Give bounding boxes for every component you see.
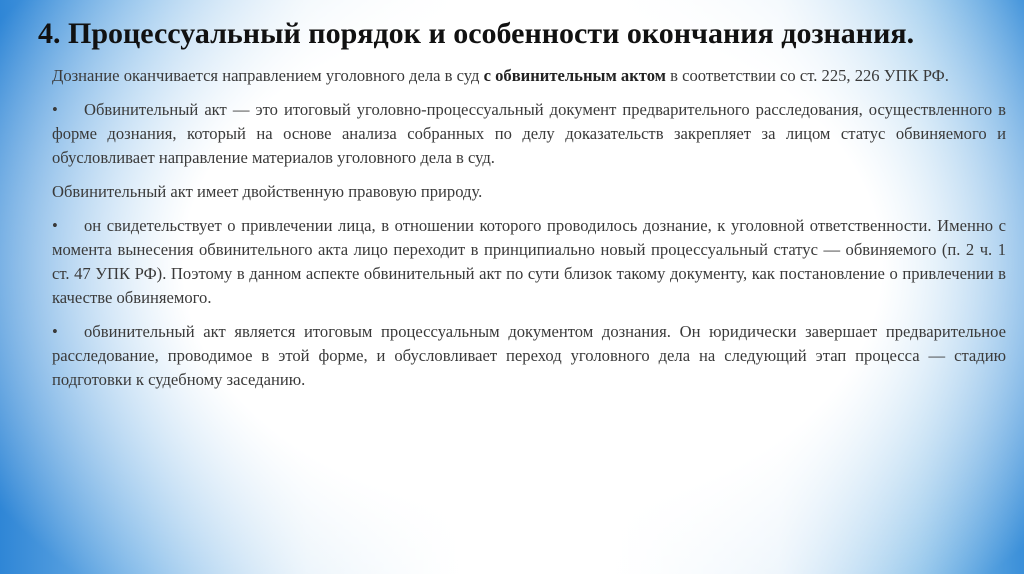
definition-text: Обвинительный акт — это итоговый уголовно-процессуальный документ предварительного расследования, осуществленного в форме дознания, который на основе анализа собранных по делу доказательств закрепляет за лицом статус обвиняемого и обусловливает направление материалов уголовного дела в суд. (52, 100, 1006, 167)
second-nature-paragraph (52, 320, 1006, 392)
slide-body (52, 64, 1006, 402)
bullet-marker: • (52, 216, 58, 235)
slide-title: 4. Процессуальный порядок и особенности окончания дознания. (38, 17, 915, 50)
second-nature-text: обвинительный акт является итоговым процессуальным документом дознания. Он юридически завершает предварительное расследование, проводимое в этой форме, и обусловливает переход уголовного дела на следующий этап процесса — стадию подготовки к судебному заседанию. (52, 322, 1006, 389)
bullet-marker: • (52, 100, 58, 119)
first-nature-text: он свидетельствует о привлечении лица, в отношении которого проводилось дознание, к уголовной ответственности. Именно с момента вынесения обвинительного акта лицо переходит в принципиально новый процессуальный статус — обвиняемого (п. 2 ч. 1 ст. 47 УПК РФ). Поэтому в данном аспекте обвинительный акт по сути близок такому документу, как постановление о привлечении в качестве обвиняемого. (52, 216, 1006, 307)
intro-paragraph (52, 64, 1006, 88)
dual-nature-paragraph: Обвинительный акт имеет двойственную правовую природу. (52, 182, 483, 201)
intro-text-bold: с обвинительным актом (483, 66, 666, 85)
bullet-marker: • (52, 322, 58, 341)
intro-text-before: Дознание оканчивается направлением уголовного дела в суд (52, 66, 484, 85)
definition-paragraph (52, 98, 1006, 170)
intro-text-after: в соответствии со ст. 225, 226 УПК РФ. (666, 66, 949, 85)
first-nature-paragraph (52, 214, 1006, 310)
